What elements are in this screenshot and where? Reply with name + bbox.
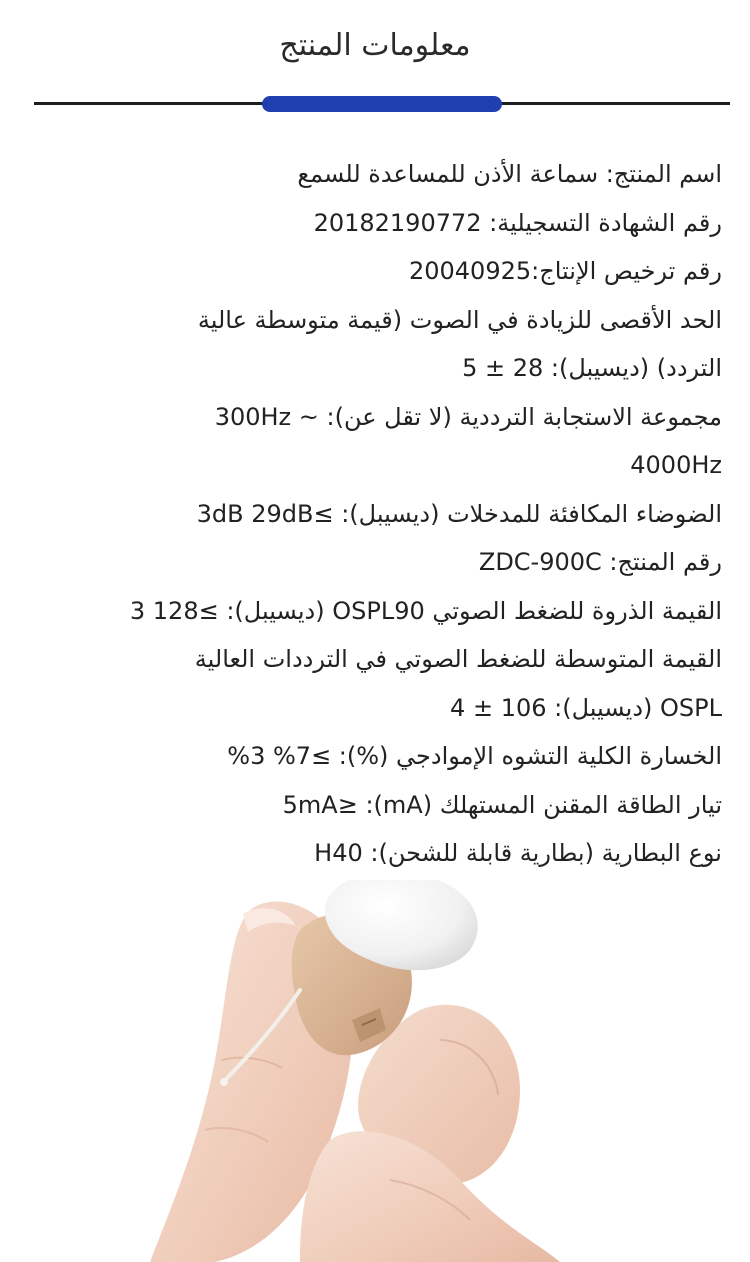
title-divider-accent bbox=[262, 96, 502, 112]
spec-harmonic-distortion: الخسارة الكلية التشوه الإموادجي (%): ≥7% 3% bbox=[227, 742, 722, 770]
spec-input-noise: الضوضاء المكافئة للمدخلات (ديسيبل): ≥3dB 29dB bbox=[196, 499, 722, 528]
spec-registration-number: رقم الشهادة التسجيلية: 20182190772 bbox=[313, 208, 722, 237]
spec-product-name: اسم المنتج: سماعة الأذن للمساعدة للسمع bbox=[297, 160, 722, 188]
product-photo bbox=[0, 880, 750, 1262]
spec-battery-type: نوع البطارية (بطارية قابلة للشحن): H40 bbox=[314, 839, 722, 867]
spec-max-gain-line-1: الحد الأقصى للزيادة في الصوت (قيمة متوسطة عالية bbox=[197, 305, 722, 334]
spec-frequency-range-line-1: مجموعة الاستجابة الترددية (لا تقل عن): ~ 300Hz bbox=[214, 402, 722, 431]
spec-ospl-average-line-1: القيمة المتوسطة للضغط الصوتي في الترددات العالية bbox=[194, 645, 722, 673]
page-title: معلومات المنتج bbox=[279, 28, 471, 63]
spec-frequency-range-line-2: 4000Hz bbox=[630, 451, 722, 479]
spec-max-gain-line-2: التردد) (ديسيبل): 28 ± 5 bbox=[462, 354, 722, 382]
spec-ospl90-peak: القيمة الذروة للضغط الصوتي OSPL90 (ديسيبل): ≥128 3 bbox=[129, 596, 722, 625]
spec-production-license: رقم ترخيص الإنتاج:20040925 bbox=[408, 257, 722, 285]
spec-rated-current: تيار الطاقة المقنن المستهلك (mA): ≤5mA bbox=[282, 790, 722, 819]
spec-list bbox=[28, 150, 722, 878]
spec-ospl-average-line-2: OSPL (ديسيبل): 106 ± 4 bbox=[450, 693, 722, 722]
spec-model-number: رقم المنتج: ZDC-900C bbox=[478, 548, 722, 576]
